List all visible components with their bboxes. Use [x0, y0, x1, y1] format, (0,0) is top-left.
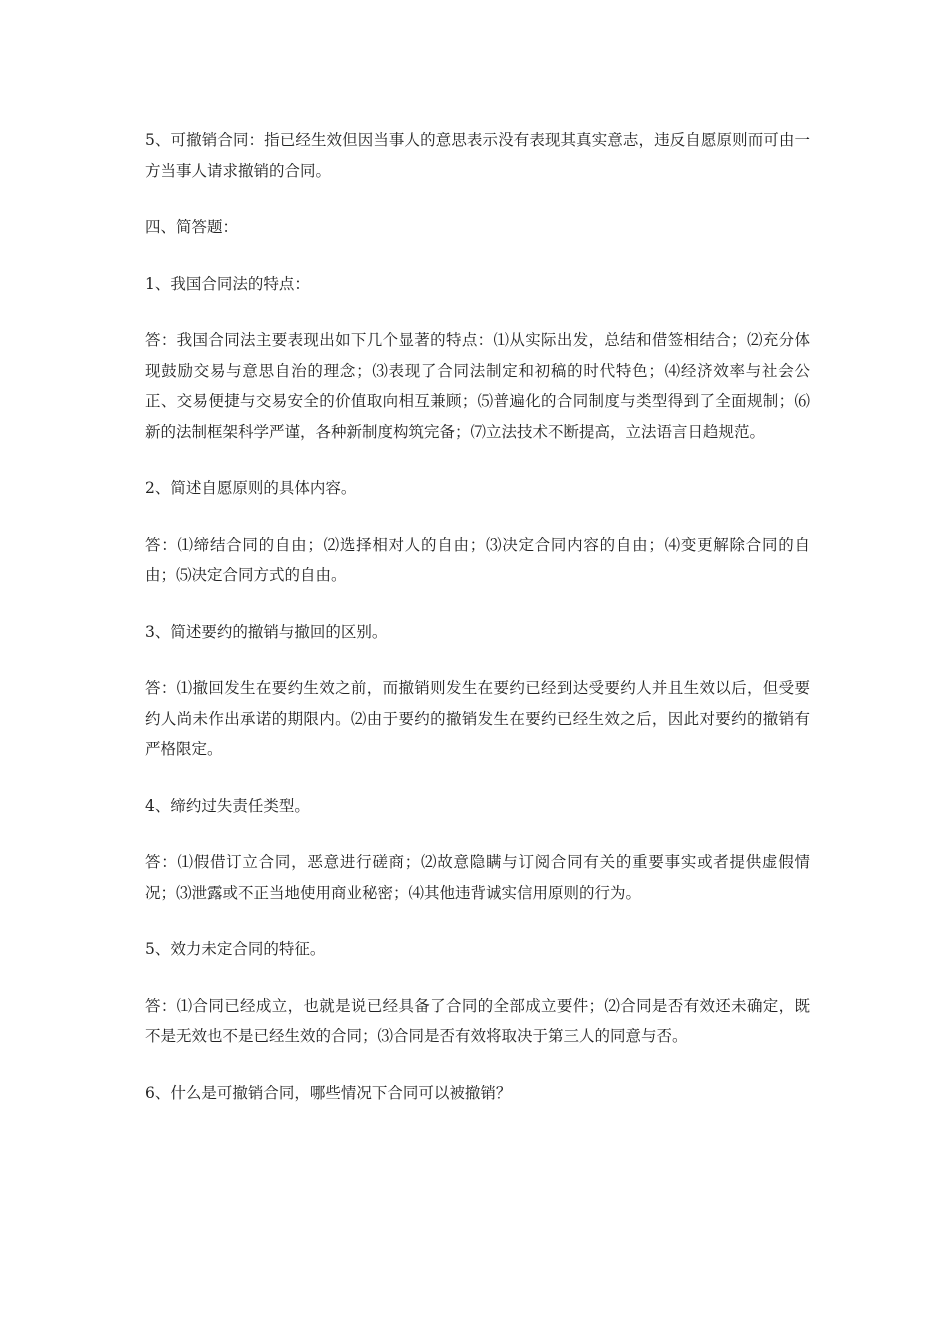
question-4: 4、缔约过失责任类型。 — [145, 796, 310, 815]
question-1: 1、我国合同法的特点： — [145, 274, 310, 293]
question-2: 2、简述自愿原则的具体内容。 — [145, 479, 357, 497]
document-body — [145, 125, 810, 1134]
answer-5: 答：⑴合同已经成立，也就是说已经具备了合同的全部成立要件；⑵合同是否有效还未确定，既不是无效也不是已经生效的合同；⑶合同是否有效将取决于第三人的同意与否。 — [145, 996, 810, 1045]
question-6: 6、什么是可撤销合同，哪些情况下合同可以被撤销？ — [145, 1083, 512, 1102]
answer-3: 答：⑴撤回发生在要约生效之前，而撤销则发生在要约已经到达受要约人并且生效以后，但受要约人尚未作出承诺的期限内。⑵由于要约的撤销发生在要约已经生效之后，因此对要约的撤销有严格限定。 — [145, 679, 810, 758]
question-3: 3、简述要约的撤销与撤回的区别。 — [145, 622, 388, 641]
section-heading-short-answer: 四、简答题： — [145, 218, 239, 236]
answer-2: 答：⑴缔结合同的自由；⑵选择相对人的自由；⑶决定合同内容的自由；⑷变更解除合同的自由；⑸决定合同方式的自由。 — [145, 535, 810, 584]
definition-revocable-contract: 5、可撤销合同：指已经生效但因当事人的意思表示没有表现其真实意志，违反自愿原则而可由一方当事人请求撤销的合同。 — [145, 131, 810, 180]
question-5: 5、效力未定合同的特征。 — [145, 940, 326, 958]
answer-4: 答：⑴假借订立合同，恶意进行磋商；⑵故意隐瞒与订阅合同有关的重要事实或者提供虚假情况；⑶泄露或不正当地使用商业秘密；⑷其他违背诚实信用原则的行为。 — [145, 853, 810, 902]
answer-1: 答：我国合同法主要表现出如下几个显著的特点：⑴从实际出发，总结和借签相结合；⑵充分体现鼓励交易与意思自治的理念；⑶表现了合同法制定和初稿的时代特色；⑷经济效率与社会公正、交易便捷与交易安全的价值取向相互兼顾；⑸普遍化的合同制度与类型得到了全面规制；⑹新的法制框架科学严谨，各种新制度构筑完备；⑺立法技术不断提高，立法语言日趋规范。 — [145, 331, 810, 441]
